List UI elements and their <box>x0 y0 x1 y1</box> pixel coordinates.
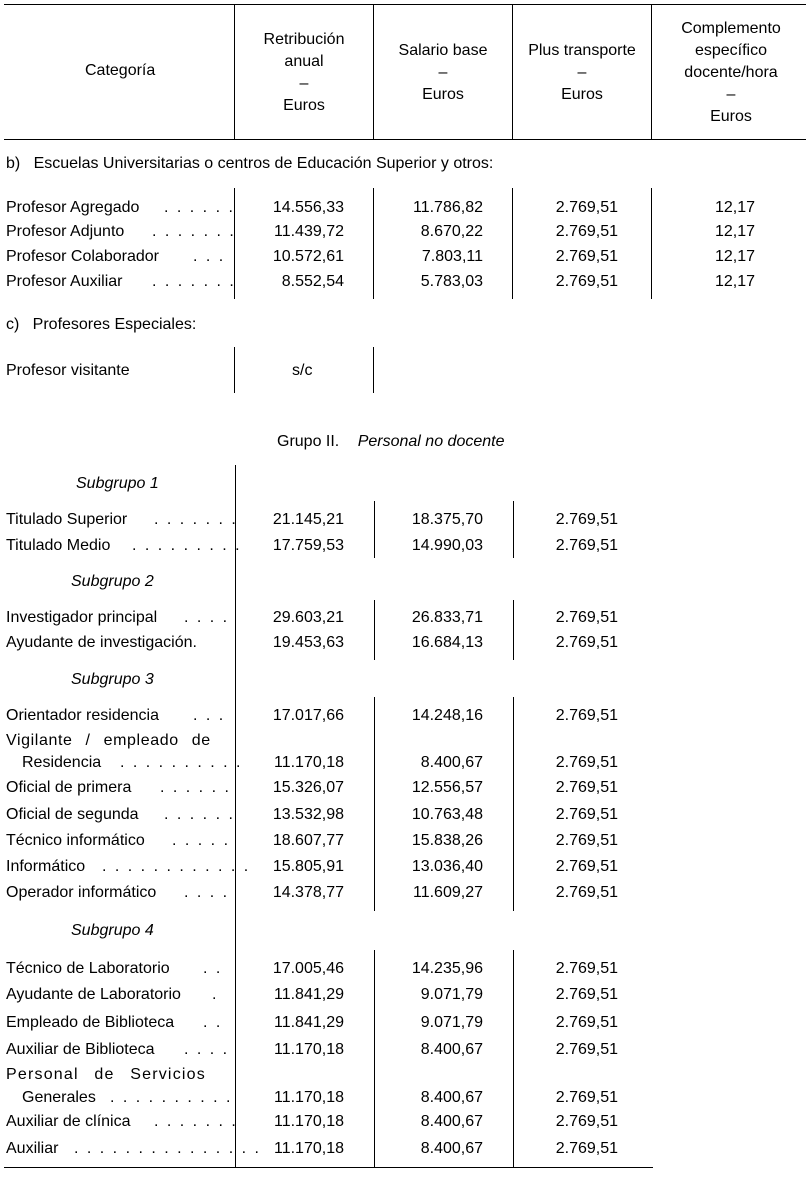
header-text: Plus transporte <box>528 42 636 59</box>
top-rule <box>4 4 806 5</box>
table-row <box>0 986 810 1010</box>
table-row <box>0 634 810 658</box>
leader-dots: . . . . . . . <box>152 273 236 290</box>
leader-dots: . . . . . . . . . . <box>110 1089 233 1106</box>
table-row <box>0 1113 810 1137</box>
table-row <box>0 1140 810 1164</box>
grupo-subtitle: Personal no docente <box>357 433 505 450</box>
leader-dots: . . . . <box>184 1041 230 1058</box>
table-row <box>0 732 810 778</box>
salario-value: 8.400,67 <box>420 754 483 771</box>
row-label-line1: Personal de Servicios <box>6 1066 206 1083</box>
retribucion-value: 14.378,77 <box>272 884 344 901</box>
row-label: Orientador residencia <box>6 707 159 724</box>
table-row <box>0 199 810 223</box>
header-text: Euros <box>561 86 603 103</box>
transporte-value: 2.769,51 <box>555 609 618 626</box>
row-label: Generales <box>22 1089 96 1106</box>
retribucion-value: 29.603,21 <box>272 609 344 626</box>
salario-value: 13.036,40 <box>411 858 483 875</box>
salario-value: 5.783,03 <box>420 273 483 290</box>
transporte-value: 2.769,51 <box>555 858 618 875</box>
leader-dots: . . . . . . . <box>152 223 236 240</box>
row-label: Empleado de Biblioteca <box>6 1014 175 1031</box>
salario-value: 14.248,16 <box>411 707 483 724</box>
row-label: Titulado Medio <box>6 537 111 554</box>
row-label: Titulado Superior <box>6 511 128 528</box>
header-text: Salario base <box>398 42 488 59</box>
row-label: Informático <box>6 858 86 875</box>
retribucion-value: 15.326,07 <box>272 779 344 796</box>
leader-dots: . . . . . . <box>160 779 231 796</box>
leader-dots: . . . . <box>184 884 230 901</box>
leader-dots: . . . . . . <box>164 806 235 823</box>
complemento-value: 12,17 <box>714 223 755 240</box>
salario-value: 26.833,71 <box>411 609 483 626</box>
table-row <box>0 223 810 247</box>
table-row <box>0 960 810 984</box>
row-label: Profesor Adjunto <box>6 223 125 240</box>
table-row <box>0 1041 810 1065</box>
transporte-value: 2.769,51 <box>555 537 618 554</box>
leader-dots: . . . . . <box>172 832 231 849</box>
transporte-value: 2.769,51 <box>555 754 618 771</box>
salario-value: 8.400,67 <box>420 1113 483 1130</box>
salario-value: 11.786,82 <box>413 199 483 216</box>
leader-dots: . <box>212 986 219 1003</box>
header-text: anual <box>284 53 324 70</box>
retribucion-value: 11.841,29 <box>274 986 344 1003</box>
table-row <box>0 858 810 882</box>
row-label: Auxiliar <box>6 1140 59 1157</box>
salario-value: 8.670,22 <box>420 223 483 240</box>
salario-value: 9.071,79 <box>420 1014 483 1031</box>
retribucion-value: 17.017,66 <box>272 707 344 724</box>
row-label: Profesor visitante <box>6 362 130 379</box>
grupo-title <box>277 433 504 451</box>
row-label: Investigador principal <box>6 609 158 626</box>
leader-dots: . . . . <box>184 609 230 626</box>
retribucion-value: 21.145,21 <box>272 511 344 528</box>
leader-dots: . . . <box>193 707 226 724</box>
transporte-value: 2.769,51 <box>555 1014 618 1031</box>
table-row <box>0 248 810 272</box>
retribucion-value: 15.805,91 <box>272 858 344 875</box>
table-row <box>0 884 810 908</box>
header-categoria: Categoría <box>85 62 156 79</box>
retribucion-value: 17.759,53 <box>272 537 344 554</box>
header-plus-transporte <box>513 40 651 106</box>
leader-dots: . . . . . . . . . . <box>120 754 243 771</box>
row-label: Auxiliar de clínica <box>6 1113 131 1130</box>
bottom-rule <box>4 1167 653 1168</box>
row-label: Profesor Agregado <box>6 199 140 216</box>
subgroup-title: Subgrupo 1 <box>76 475 159 492</box>
section-c-title: c) Profesores Especiales: <box>6 316 197 333</box>
salario-value: 12.556,57 <box>411 779 483 796</box>
table-row <box>0 1014 810 1038</box>
transporte-value: 2.769,51 <box>555 511 618 528</box>
section-b-title: b) Escuelas Universitarias o centros de Educación Superior y otros: <box>6 155 494 172</box>
transporte-value: 2.769,51 <box>555 273 618 290</box>
header-text: Retribución <box>263 31 345 48</box>
transporte-value: 2.769,51 <box>555 199 618 216</box>
table-row <box>0 707 810 731</box>
table-row <box>0 832 810 856</box>
table-row <box>0 362 810 386</box>
row-label: Residencia <box>22 754 102 771</box>
table-row <box>0 273 810 297</box>
salario-value: 8.400,67 <box>420 1041 483 1058</box>
transporte-value: 2.769,51 <box>555 1140 618 1157</box>
subgroup-title: Subgrupo 3 <box>71 671 154 688</box>
retribucion-value: 11.170,18 <box>274 1041 344 1058</box>
retribucion-value: 11.170,18 <box>274 1140 344 1157</box>
leader-dots: . . . . . . <box>164 199 235 216</box>
complemento-value: 12,17 <box>714 248 755 265</box>
transporte-value: 2.769,51 <box>555 779 618 796</box>
complemento-value: 12,17 <box>714 273 755 290</box>
header-text: – <box>299 75 309 92</box>
leader-dots: . . . . . . . . . <box>132 537 242 554</box>
header-salario-base <box>374 40 512 106</box>
transporte-value: 2.769,51 <box>555 248 618 265</box>
retribucion-value: 14.556,33 <box>272 199 344 216</box>
table-row <box>0 779 810 803</box>
table-row <box>0 511 810 535</box>
complemento-value: 12,17 <box>714 199 755 216</box>
salario-value: 18.375,70 <box>411 511 483 528</box>
header-text: específico <box>694 42 768 59</box>
row-label: Oficial de primera <box>6 779 132 796</box>
retribucion-value: 11.170,18 <box>274 1089 344 1106</box>
leader-dots: . . . . . . . <box>154 511 238 528</box>
header-text: Euros <box>710 108 752 125</box>
transporte-value: 2.769,51 <box>555 832 618 849</box>
salario-value: 15.838,26 <box>411 832 483 849</box>
header-text: docente/hora <box>684 64 778 81</box>
table-row <box>0 537 810 561</box>
header-text: Euros <box>422 86 464 103</box>
salario-value: 8.400,67 <box>420 1140 483 1157</box>
retribucion-value: 11.841,29 <box>274 1014 344 1031</box>
row-label: Técnico de Laboratorio <box>6 960 170 977</box>
leader-dots: . . <box>203 960 223 977</box>
leader-dots: . . . . . . . . . . . . . . . <box>74 1140 261 1157</box>
retribucion-value: 13.532,98 <box>272 806 344 823</box>
row-label-line1: Vigilante / empleado de <box>6 732 211 749</box>
subgroup-title: Subgrupo 4 <box>71 922 154 939</box>
salario-value: 9.071,79 <box>420 986 483 1003</box>
retribucion-value: 8.552,54 <box>281 273 344 290</box>
leader-dots: . . . <box>193 248 226 265</box>
row-label: Auxiliar de Biblioteca <box>6 1041 155 1058</box>
transporte-value: 2.769,51 <box>555 884 618 901</box>
transporte-value: 2.769,51 <box>555 1089 618 1106</box>
retribucion-value: 19.453,63 <box>272 634 344 651</box>
row-label: Operador informático <box>6 884 157 901</box>
transporte-value: 2.769,51 <box>555 960 618 977</box>
transporte-value: 2.769,51 <box>555 634 618 651</box>
transporte-value: 2.769,51 <box>555 806 618 823</box>
salario-value: 16.684,13 <box>411 634 483 651</box>
row-label: Ayudante de Laboratorio <box>6 986 181 1003</box>
retribucion-value: 17.005,46 <box>272 960 344 977</box>
retribucion-value: 11.170,18 <box>274 1113 344 1130</box>
transporte-value: 2.769,51 <box>555 707 618 724</box>
header-retribucion-anual <box>235 29 373 117</box>
transporte-value: 2.769,51 <box>555 223 618 240</box>
retribucion-value: 10.572,61 <box>272 248 344 265</box>
retribucion-value: 18.607,77 <box>272 832 344 849</box>
header-text: Complemento <box>681 20 781 37</box>
salario-value: 14.990,03 <box>411 537 483 554</box>
row-label: Oficial de segunda <box>6 806 139 823</box>
salario-value: 7.803,11 <box>421 248 483 265</box>
salario-value: 14.235,96 <box>411 960 483 977</box>
salario-value: 10.763,48 <box>411 806 483 823</box>
table-row <box>0 609 810 633</box>
row-label: Profesor Auxiliar <box>6 273 123 290</box>
header-text: – <box>577 64 587 81</box>
grupo-label: Grupo II. <box>277 433 340 450</box>
row-label: Ayudante de investigación. <box>6 634 197 651</box>
table-row <box>0 1066 810 1113</box>
salario-value: 11.609,27 <box>413 884 483 901</box>
header-bottom-rule <box>4 139 806 140</box>
leader-dots: . . <box>203 1014 223 1031</box>
header-text: Euros <box>283 97 325 114</box>
header-complemento <box>652 18 810 128</box>
header-text: – <box>726 86 736 103</box>
subgroup-title: Subgrupo 2 <box>71 573 154 590</box>
header-text: – <box>438 64 448 81</box>
retribucion-value: 11.170,18 <box>274 754 344 771</box>
retribucion-value: 11.439,72 <box>274 223 344 240</box>
transporte-value: 2.769,51 <box>555 1113 618 1130</box>
salario-value: 8.400,67 <box>420 1089 483 1106</box>
transporte-value: 2.769,51 <box>555 986 618 1003</box>
table-row <box>0 806 810 830</box>
row-label: Profesor Colaborador <box>6 248 159 265</box>
leader-dots: . . . . . . . <box>154 1113 238 1130</box>
retribucion-value: s/c <box>292 362 313 379</box>
transporte-value: 2.769,51 <box>555 1041 618 1058</box>
row-label: Técnico informático <box>6 832 145 849</box>
leader-dots: . . . . . . . . . . . . <box>102 858 251 875</box>
